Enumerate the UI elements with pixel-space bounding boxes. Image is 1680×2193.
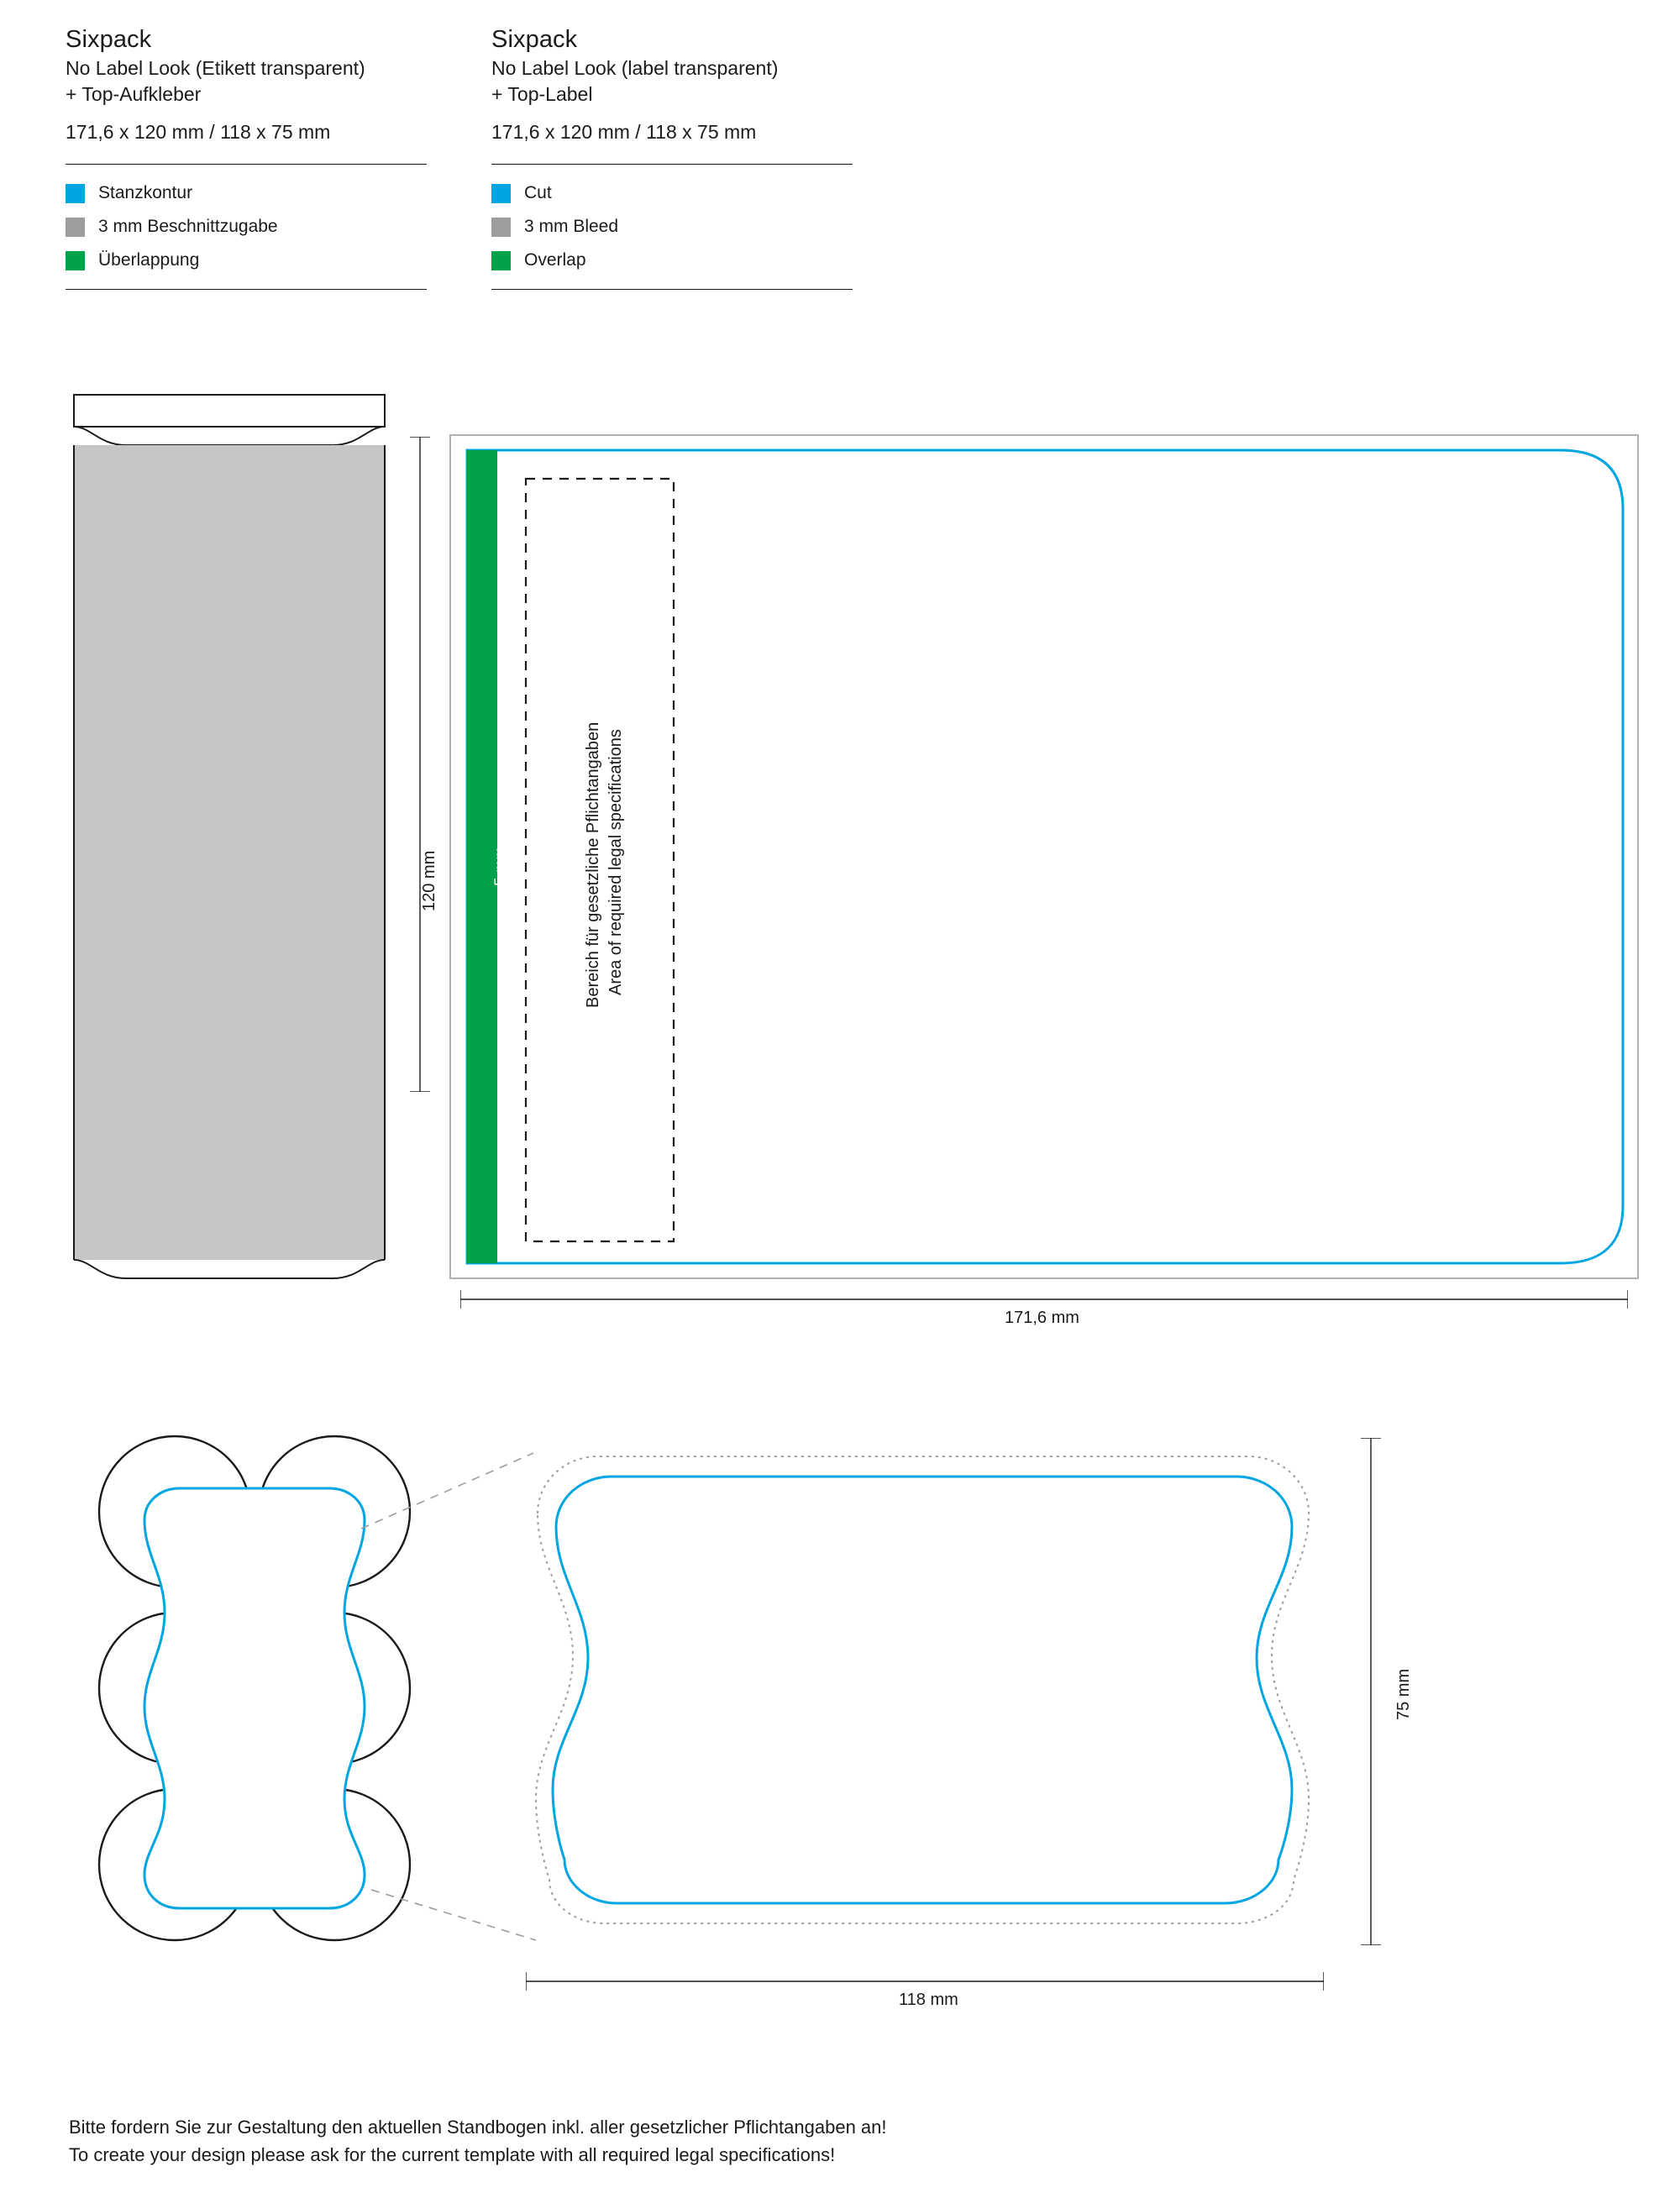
legend-english <box>491 164 853 290</box>
footer-note-english: To create your design please ask for the current template with all required legal specifications! <box>69 2144 836 2165</box>
label-height-75mm: 75 mm <box>1394 1668 1413 1720</box>
subtitle-english-line2: + Top-Label <box>491 83 593 105</box>
footer-note <box>69 2113 887 2169</box>
subtitle-english-line1: No Label Look (label transparent) <box>491 57 779 79</box>
legend-swatch-overlap-icon <box>491 251 511 270</box>
title-german: Sixpack <box>66 26 152 53</box>
subtitle-german-line2: + Top-Aufkleber <box>66 83 202 105</box>
label-legal-area-english: Area of required legal specifications <box>606 729 625 995</box>
legend-label-overlap-english: Overlap <box>524 250 586 270</box>
footer-note-german: Bitte fordern Sie zur Gestaltung den aktuellen Standbogen inkl. aller gesetzlicher Pflichtangaben an! <box>69 2117 887 2138</box>
label-legal-area-german: Bereich für gesetzliche Pflichtangaben <box>584 721 602 1008</box>
top-label-artboard <box>512 1419 1336 1957</box>
subtitle-german-line1: No Label Look (Etikett transparent) <box>66 57 365 79</box>
header-block-english <box>491 24 853 290</box>
legend-label-overlap-german: Überlappung <box>98 250 200 270</box>
legend-label-cut-german: Stanzkontur <box>98 183 193 202</box>
label-width-1716mm: 171,6 mm <box>1005 1309 1079 1327</box>
legend-item-bleed-english <box>491 210 853 244</box>
legend-swatch-cut-icon <box>491 184 511 203</box>
height-dimension-120mm <box>395 437 445 1092</box>
dimensions-german: 171,6 x 120 mm / 118 x 75 mm <box>66 121 331 143</box>
legend-label-bleed-english: 3 mm Bleed <box>524 217 619 236</box>
label-height-120mm: 120 mm <box>420 850 438 911</box>
legend-item-cut-english <box>491 176 853 210</box>
legend-item-overlap-english <box>491 244 853 277</box>
legend-label-bleed-german: 3 mm Beschnittzugabe <box>98 217 278 236</box>
label-width-118mm: 118 mm <box>899 1991 958 2009</box>
title-english: Sixpack <box>491 26 578 53</box>
legend-swatch-bleed-icon <box>491 218 511 237</box>
height-dimension-75mm <box>1354 1438 1388 1945</box>
label-overlap-5mm: 5 mm <box>492 846 510 886</box>
legend-label-cut-english: Cut <box>524 183 552 202</box>
dimensions-english: 171,6 x 120 mm / 118 x 75 mm <box>491 121 757 143</box>
